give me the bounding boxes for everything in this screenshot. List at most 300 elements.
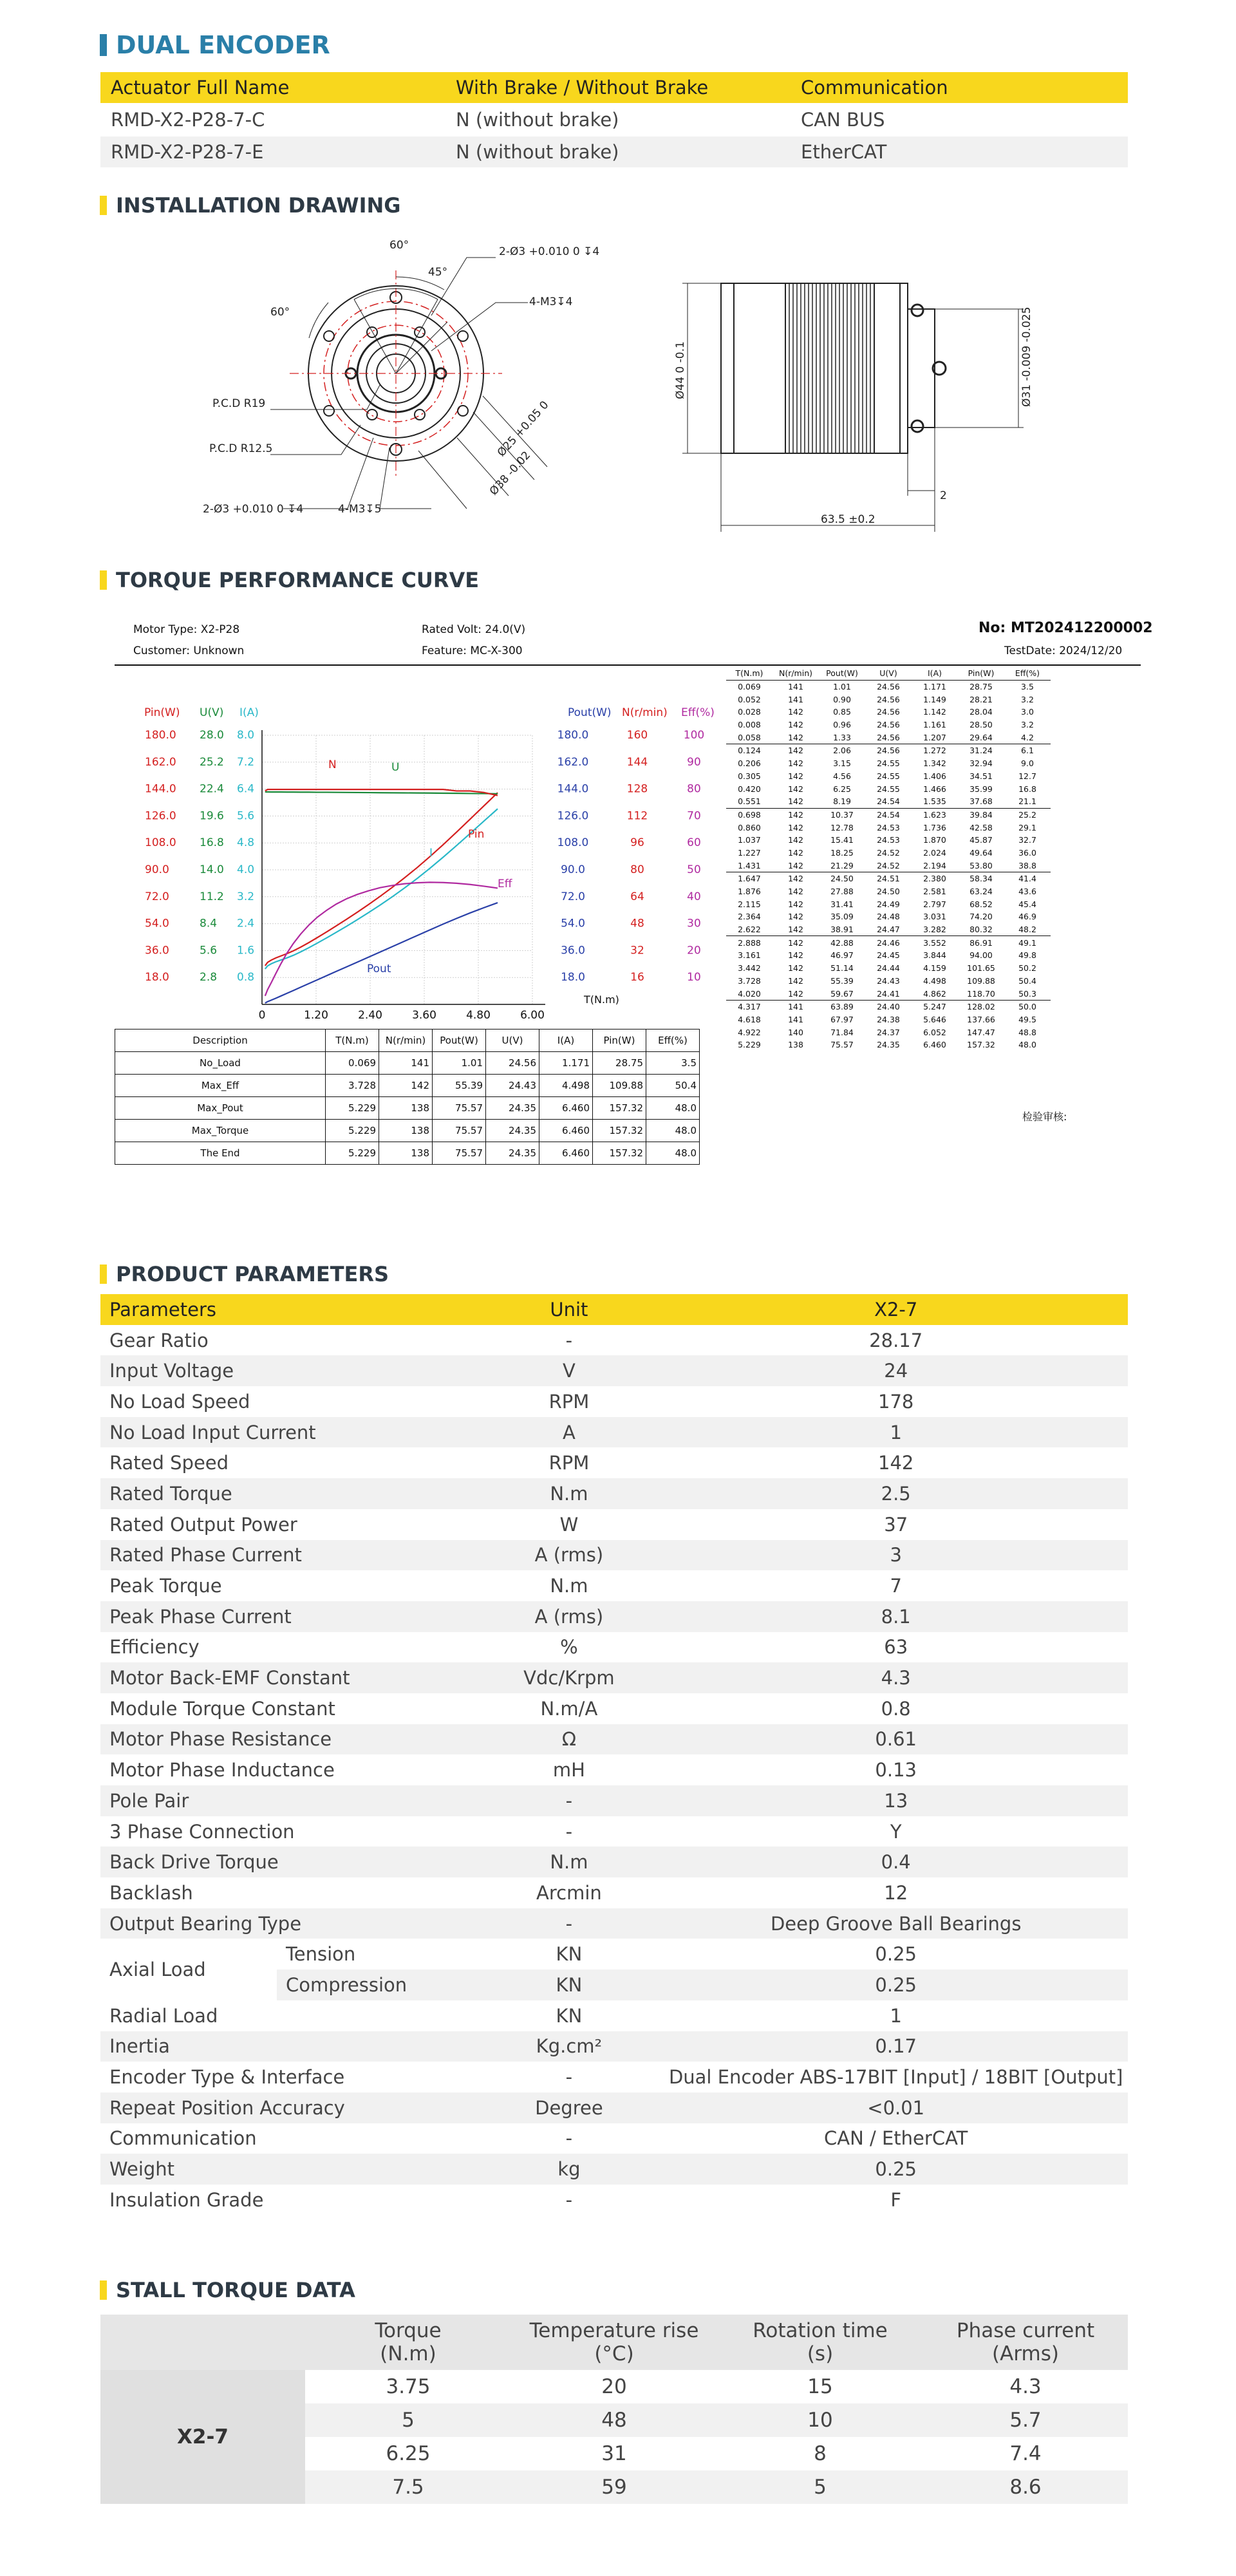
param-unit: - [474, 2185, 664, 2215]
table-cell: 12.7 [1018, 771, 1036, 781]
param-value: 63 [664, 1632, 1128, 1663]
table-cell: 27.88 [830, 887, 854, 897]
param-name: Output Bearing Type [100, 1908, 474, 1939]
table-cell: 24.48 [877, 912, 900, 922]
table-row [726, 1039, 1051, 1051]
table-cell: 38.91 [830, 925, 854, 935]
table-cell: 1.623 [912, 808, 958, 821]
table-cell: 1.870 [923, 835, 946, 845]
table-cell: 75.57 [433, 1142, 486, 1165]
param-name: Radial Load [100, 2000, 474, 2031]
table-cell: 1.01 [433, 1052, 486, 1075]
y-tick-label: 54.0 [561, 917, 585, 930]
dual-encoder-title: DUAL ENCODER [100, 31, 330, 59]
y-tick-label: 162.0 [557, 755, 589, 769]
y-tick-label: 11.2 [200, 890, 224, 903]
series-i-line [265, 809, 498, 969]
table-cell: 0.85 [833, 707, 851, 717]
y-tick-label: 16 [630, 971, 644, 984]
table-header-row [100, 1294, 1128, 1325]
param-value: 1 [664, 2000, 1128, 2031]
table-cell: 1.33 [833, 732, 851, 742]
param-unit: N.m [474, 1478, 664, 1509]
param-value: 142 [664, 1447, 1128, 1478]
table-cell: 39.84 [958, 808, 1004, 821]
dia38-label: Ø38 -0.02 [487, 449, 534, 498]
table-row [100, 2000, 1128, 2031]
table-cell: 25.2 [1004, 808, 1051, 821]
curve-label-n: N [328, 758, 337, 771]
table-cell: 142 [772, 744, 819, 757]
header-cell: Communication [791, 72, 1128, 103]
title-bar-icon [100, 2280, 107, 2300]
table-cell: 142 [788, 796, 803, 807]
table-cell: 9.0 [1021, 758, 1034, 769]
y-tick-label: 20 [687, 944, 701, 957]
table-cell: 6.460 [539, 1142, 593, 1165]
side-hole-bottom [912, 420, 923, 432]
table-cell: 24.38 [877, 1014, 900, 1024]
table-cell: 67.97 [830, 1014, 854, 1024]
hole-left-top [324, 331, 334, 341]
table-row [100, 1754, 1128, 1785]
y-tick-label: 25.2 [200, 755, 224, 769]
table-cell: 142 [788, 950, 803, 961]
table-cell: 138 [379, 1120, 433, 1142]
table-cell: 142 [788, 732, 803, 742]
table-cell: 142 [788, 912, 803, 922]
param-value: 13 [664, 1785, 1128, 1816]
table-cell: 24.54 [865, 808, 912, 821]
table-cell: 50.4 [1018, 975, 1036, 986]
table-row [726, 847, 1051, 860]
series-eff-line [265, 882, 498, 995]
table-cell: 109.88 [593, 1075, 646, 1097]
header-cell: U(V) [879, 668, 897, 679]
table-cell: N (without brake) [445, 136, 791, 167]
axial-load-label: Axial Load [100, 1939, 277, 2000]
table-cell: 142 [788, 860, 803, 870]
param-value: 24 [664, 1355, 1128, 1386]
table-cell: 6.1 [1004, 744, 1051, 757]
header-cell: Pout(W) [826, 668, 858, 679]
table-cell: 21.29 [830, 860, 854, 870]
table-cell: 41.4 [1004, 872, 1051, 885]
table-cell: 1.227 [738, 847, 761, 858]
param-value: CAN / EtherCAT [664, 2123, 1128, 2154]
hole-right-top [458, 331, 468, 341]
table-row [100, 1693, 1128, 1724]
table-row [726, 834, 1051, 847]
table-cell: 1.647 [726, 872, 772, 885]
y-tick-label: 14.0 [200, 863, 224, 876]
table-cell: 2.581 [923, 887, 946, 897]
y-tick-label: 160 [626, 729, 648, 742]
table-cell: 55.39 [830, 975, 854, 986]
curve-label-i: I [429, 847, 433, 860]
header-cell: X2-7 [664, 1294, 1128, 1325]
table-cell: 31.24 [958, 744, 1004, 757]
table-cell: 43.6 [1018, 887, 1036, 897]
param-value: 0.4 [664, 1847, 1128, 1877]
table-row [726, 949, 1051, 962]
param-value: 0.17 [664, 2031, 1128, 2062]
param-name: Module Torque Constant [100, 1693, 474, 1724]
header-cell: Eff(%) [1015, 668, 1040, 679]
hole-inner-right [415, 409, 425, 420]
table-row [726, 872, 1051, 885]
x-tick-label: 6.00 [520, 1009, 545, 1022]
header-cell: T(N.m) [326, 1029, 379, 1052]
table-row [115, 1097, 700, 1120]
table-row [726, 975, 1051, 988]
table-cell: 16.8 [1018, 784, 1036, 794]
table-cell: 0.028 [738, 707, 761, 717]
table-cell: 2.622 [738, 925, 761, 935]
table-cell: 0.206 [738, 758, 761, 769]
table-cell: 1.431 [738, 860, 761, 870]
table-cell: 8.6 [1009, 2476, 1042, 2499]
table-cell: 24.56 [865, 680, 912, 693]
header-cell: Temperature rise (°C) [529, 2319, 699, 2365]
header-cell [100, 2315, 305, 2370]
param-value: 3 [664, 1540, 1128, 1571]
table-cell: 141 [772, 1000, 819, 1013]
table-row [726, 770, 1051, 783]
table-cell: 3.728 [738, 975, 761, 986]
table-row [726, 757, 1051, 770]
table-cell: 3.2 [1021, 720, 1034, 730]
table-cell: 48.0 [646, 1120, 700, 1142]
table-cell: 142 [772, 936, 819, 949]
u-axis-header: U(V) [200, 706, 224, 719]
table-cell: 24.56 [486, 1052, 539, 1075]
y-tick-label: 3.2 [237, 890, 255, 903]
table-cell: 4.317 [726, 1000, 772, 1013]
table-cell: 50.3 [1018, 988, 1036, 999]
y-tick-label: 126.0 [145, 809, 176, 823]
table-cell: 0.698 [726, 808, 772, 821]
table-cell: 0.551 [738, 796, 761, 807]
table-row [726, 962, 1051, 975]
approval-label: 检验审核: [1022, 1111, 1067, 1123]
table-cell: 0.420 [738, 784, 761, 794]
table-cell: 51.14 [830, 963, 854, 973]
y-tick-label: 40 [687, 890, 701, 903]
header-cell: Rotation time (s) [753, 2319, 888, 2365]
table-cell: 50.4 [646, 1075, 700, 1097]
table-cell: 3.161 [738, 950, 761, 961]
table-cell: N (without brake) [445, 103, 791, 136]
param-name: Insulation Grade [100, 2185, 474, 2215]
cooling-fins [789, 283, 870, 453]
table-row [115, 1075, 700, 1097]
table-cell: 24.56 [877, 732, 900, 742]
table-cell: 1.466 [923, 784, 946, 794]
table-cell: 24.56 [877, 694, 900, 704]
param-value: 178 [664, 1386, 1128, 1417]
table-cell: 18.25 [830, 847, 854, 858]
table-cell: 24.46 [865, 936, 912, 949]
table-row [115, 1120, 700, 1142]
table-cell: 29.1 [1018, 822, 1036, 832]
table-row [726, 795, 1051, 808]
y-tick-label: 108.0 [557, 836, 589, 850]
thread-bottom-label: 4-M3↧5 [338, 503, 382, 516]
param-name: Weight [100, 2154, 474, 2185]
table-cell: KN [474, 1970, 664, 2000]
param-name: Motor Back-EMF Constant [100, 1662, 474, 1693]
table-cell: 1.161 [923, 720, 946, 730]
param-value: Y [664, 1816, 1128, 1847]
table-row [115, 1052, 700, 1075]
table-cell: 35.99 [969, 784, 993, 794]
table-row [100, 1601, 1128, 1632]
table-cell: 1.142 [923, 707, 946, 717]
table-cell: 101.65 [967, 963, 995, 973]
table-cell: 49.1 [1004, 936, 1051, 949]
table-cell: 2.797 [923, 899, 946, 909]
table-header-row [726, 667, 1051, 680]
table-cell: 50.2 [1018, 963, 1036, 973]
table-cell: 142 [788, 707, 803, 717]
table-cell: 28.75 [593, 1052, 646, 1075]
y-tick-label: 72.0 [561, 890, 585, 903]
param-unit: Ω [474, 1724, 664, 1755]
table-row [100, 2062, 1128, 2092]
x-tick-label: 4.80 [466, 1009, 491, 1022]
y-tick-label: 60 [687, 836, 701, 850]
table-row [726, 898, 1051, 910]
param-unit: - [474, 1785, 664, 1816]
table-cell: 37.68 [969, 796, 993, 807]
y-tick-label: 144.0 [145, 782, 176, 796]
table-row [726, 936, 1051, 949]
stall-torque-title: STALL TORQUE DATA [100, 2278, 355, 2302]
table-cell: 141 [379, 1052, 433, 1075]
table-cell: 6.25 [833, 784, 851, 794]
step-label: 2 [940, 489, 947, 502]
param-name: Back Drive Torque [100, 1847, 474, 1877]
y-tick-label: 36.0 [561, 944, 585, 957]
table-cell: 55.39 [433, 1075, 486, 1097]
test-date: TestDate: 2024/12/20 [1004, 644, 1123, 657]
table-cell: Max_Torque [115, 1120, 326, 1142]
table-cell: 24.55 [877, 784, 900, 794]
param-value: <0.01 [664, 2092, 1128, 2123]
table-cell: 7.4 [1009, 2442, 1042, 2465]
table-cell: 59 [601, 2476, 627, 2499]
table-cell: 24.44 [877, 963, 900, 973]
table-cell: 4.020 [738, 988, 761, 999]
customer: Customer: Unknown [133, 644, 245, 657]
curve-label-eff: Eff [498, 878, 512, 890]
table-cell: Tension [277, 1939, 474, 1970]
y-tick-label: 8.4 [200, 917, 218, 930]
table-cell: 48.0 [646, 1097, 700, 1120]
param-value: F [664, 2185, 1128, 2215]
table-cell: 3.282 [923, 925, 946, 935]
table-cell: 42.58 [969, 822, 993, 832]
table-cell: 0.008 [738, 720, 761, 730]
pcd19-label: P.C.D R19 [212, 397, 266, 410]
param-name: Rated Output Power [100, 1509, 474, 1540]
table-row [100, 1540, 1128, 1571]
table-cell: 5.7 [1009, 2409, 1042, 2432]
x-tick-label: 1.20 [304, 1009, 328, 1022]
param-value: 4.3 [664, 1662, 1128, 1693]
table-cell: 24.56 [865, 744, 912, 757]
table-cell: 6.052 [923, 1027, 946, 1037]
table-cell: 24.47 [877, 925, 900, 935]
table-cell: RMD-X2-P28-7-C [100, 103, 445, 136]
table-header-row [100, 2315, 1128, 2370]
table-cell: 2.888 [726, 936, 772, 949]
y-tick-label: 2.8 [200, 971, 218, 984]
table-cell: 46.97 [830, 950, 854, 961]
hole-inner-tr [415, 327, 425, 337]
y-tick-label: 144.0 [557, 782, 589, 796]
param-value: 0.13 [664, 1754, 1128, 1785]
table-cell: 24.35 [486, 1097, 539, 1120]
table-cell: Max_Eff [115, 1075, 326, 1097]
angle-top-label: 60° [389, 239, 409, 252]
table-cell: 68.52 [969, 899, 993, 909]
table-cell: 10.37 [819, 808, 865, 821]
table-cell: 24.56 [877, 707, 900, 717]
table-row [100, 103, 1128, 136]
table-cell: 28.21 [969, 694, 993, 704]
table-row [100, 1325, 1128, 1356]
table-cell: 86.91 [958, 936, 1004, 949]
table-row [100, 1570, 1128, 1601]
y-tick-label: 100 [683, 729, 705, 742]
table-row [100, 1632, 1128, 1663]
table-cell: 4.618 [738, 1014, 761, 1024]
table-cell: 5.229 [738, 1040, 761, 1050]
dual-encoder-table [100, 72, 1128, 167]
param-name: Rated Torque [100, 1478, 474, 1509]
table-cell: 142 [379, 1075, 433, 1097]
table-row [100, 1847, 1128, 1877]
table-row [726, 744, 1051, 757]
table-cell: 109.88 [967, 975, 995, 986]
table-cell: 49.5 [1018, 1014, 1036, 1024]
table-cell: 141 [788, 1014, 803, 1024]
table-cell: 1.406 [923, 771, 946, 781]
feature: Feature: MC-X-300 [422, 644, 523, 657]
title-bar-icon [100, 196, 107, 215]
param-name: Rated Phase Current [100, 1540, 474, 1571]
table-row [100, 1724, 1128, 1755]
y-tick-label: 36.0 [145, 944, 169, 957]
y-tick-label: 80 [687, 782, 701, 796]
eff-axis-header: Eff(%) [681, 706, 715, 719]
table-cell: 75.57 [830, 1040, 854, 1050]
y-tick-label: 32 [630, 944, 644, 957]
table-cell: 137.66 [967, 1014, 995, 1024]
header-cell: Torque (N.m) [375, 2319, 442, 2365]
table-cell: 1.171 [539, 1052, 593, 1075]
table-cell: 49.8 [1018, 950, 1036, 961]
y-tick-label: 126.0 [557, 809, 589, 823]
table-cell: 4.498 [923, 975, 946, 986]
table-cell: 10 [807, 2409, 833, 2432]
table-cell: 31.41 [830, 899, 854, 909]
i-axis-header: I(A) [239, 706, 259, 719]
header-divider [115, 664, 1141, 666]
table-cell: 75.57 [433, 1097, 486, 1120]
header-cell: Pout(W) [433, 1029, 486, 1052]
param-name: Motor Phase Resistance [100, 1724, 474, 1755]
y-tick-label: 50 [687, 863, 701, 876]
measurement-table [726, 667, 1051, 1051]
header-cell: Parameters [100, 1294, 474, 1325]
y-tick-label: 144 [626, 755, 648, 769]
series-u-line [265, 792, 498, 794]
table-row [726, 693, 1051, 706]
y-tick-label: 0.8 [237, 971, 255, 984]
curve-label-pout: Pout [367, 963, 391, 975]
table-cell: 58.34 [958, 872, 1004, 885]
stall-torque-table [100, 2315, 1128, 2504]
table-cell: 4.56 [833, 771, 851, 781]
param-value: 8.1 [664, 1601, 1128, 1632]
table-row [100, 1478, 1128, 1509]
table-cell: 6.460 [539, 1097, 593, 1120]
table-cell: 48.0 [646, 1142, 700, 1165]
installation-drawing [97, 225, 1159, 547]
thread-top-label: 4-M3↧4 [529, 296, 573, 308]
table-cell: 4.862 [923, 988, 946, 999]
table-cell: 5.229 [326, 1142, 379, 1165]
header-cell: T(N.m) [735, 668, 763, 679]
param-unit: Degree [474, 2092, 664, 2123]
table-cell: 28.50 [969, 720, 993, 730]
y-tick-label: 108.0 [145, 836, 176, 850]
table-cell: 142 [788, 771, 803, 781]
y-tick-label: 80 [630, 863, 644, 876]
table-cell: 3.75 [386, 2375, 431, 2398]
y-tick-label: 90 [687, 755, 701, 769]
param-value: 37 [664, 1509, 1128, 1540]
table-cell: 138 [379, 1142, 433, 1165]
motor-body [721, 283, 908, 453]
table-cell: 1.149 [923, 694, 946, 704]
table-cell: 5 [814, 2476, 827, 2499]
table-row [100, 1816, 1128, 1847]
title-bar-icon [100, 34, 107, 56]
rated-volt: Rated Volt: 24.0(V) [422, 623, 526, 636]
product-params-table [100, 1294, 1128, 2215]
hole-top-label: 2-Ø3 +0.010 0 ↧4 [499, 245, 600, 258]
param-unit: Arcmin [474, 1877, 664, 1908]
table-cell: Compression [277, 1970, 474, 2000]
table-row [100, 1355, 1128, 1386]
table-cell: 5.646 [923, 1014, 946, 1024]
table-cell: 45.4 [1018, 899, 1036, 909]
y-tick-label: 10 [687, 971, 701, 984]
dia44-label: Ø44 0 -0.1 [674, 341, 687, 399]
param-value: 0.25 [664, 2154, 1128, 2185]
dia25-label: Ø25 +0.05 0 [494, 399, 552, 460]
table-cell: 94.00 [969, 950, 993, 961]
table-cell: 2.06 [819, 744, 865, 757]
table-row [726, 706, 1051, 719]
table-cell: 24.51 [865, 872, 912, 885]
table-cell: 32.7 [1018, 835, 1036, 845]
table-cell: 28.75 [958, 680, 1004, 693]
